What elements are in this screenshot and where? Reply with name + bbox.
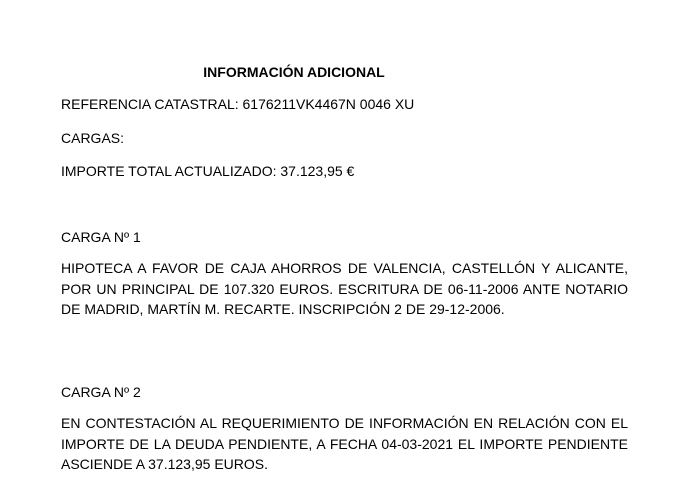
- carga-1-text: HIPOTECA A FAVOR DE CAJA AHORROS DE VALENCIA, CASTELLÓN Y ALICANTE, POR UN PRINCIPAL DE 107.320 EUROS. ESCRITURA DE 06-11-2006 ANTE NOTARIO DE MADRID, MARTÍN M. RECARTE. INSCRIPCIÓN 2 DE 29-12-2006.: [61, 260, 628, 317]
- carga-1-heading: CARGA Nº 1: [61, 229, 141, 245]
- carga-2-heading: CARGA Nº 2: [61, 384, 141, 400]
- referencia-catastral: REFERENCIA CATASTRAL: 6176211VK4467N 0046 XU: [61, 96, 415, 112]
- cargas-label: CARGAS:: [61, 130, 125, 146]
- document-title: INFORMACIÓN ADICIONAL: [203, 64, 385, 80]
- carga-2-text: EN CONTESTACIÓN AL REQUERIMIENTO DE INFORMACIÓN EN RELACIÓN CON EL IMPORTE DE LA DEUDA PENDIENTE, A FECHA 04-03-2021 EL IMPORTE PENDIENTE ASCIENDE A 37.123,95 EUROS.: [61, 415, 628, 472]
- importe-total: IMPORTE TOTAL ACTUALIZADO: 37.123,95 €: [61, 163, 355, 179]
